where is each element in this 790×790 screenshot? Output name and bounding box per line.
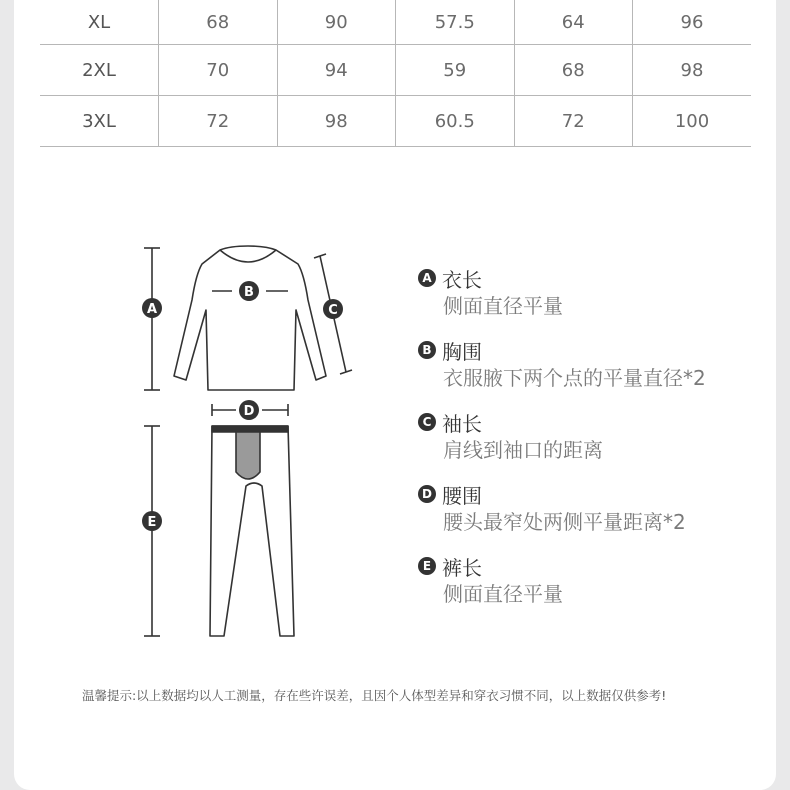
legend-item — [418, 552, 758, 608]
legend-badge: B — [418, 341, 436, 359]
legend-title: 腰围 — [442, 483, 482, 508]
size-cell: 2XL — [40, 45, 159, 96]
legend-desc: 肩线到袖口的距离 — [443, 438, 603, 462]
table-cell: 72 — [159, 96, 278, 147]
marker-c-label: C — [328, 303, 338, 318]
marker-a-label: A — [146, 302, 158, 317]
table-cell: 98 — [277, 96, 396, 147]
table-cell: 57.5 — [396, 0, 515, 45]
marker-c — [323, 299, 343, 319]
table-cell: 68 — [514, 45, 633, 96]
legend-desc: 衣服腋下两个点的平量直径*2 — [443, 366, 706, 390]
legend-title: 衣长 — [442, 267, 482, 292]
table-cell: 90 — [277, 0, 396, 45]
table-cell: 70 — [159, 45, 278, 96]
table-cell: 98 — [633, 45, 752, 96]
table-cell: 60.5 — [396, 96, 515, 147]
legend-item — [418, 336, 758, 392]
legend-badge: C — [418, 413, 436, 431]
marker-b-label: B — [244, 285, 254, 300]
table-cell: 96 — [633, 0, 752, 45]
marker-a — [142, 298, 162, 318]
table-cell: 59 — [396, 45, 515, 96]
size-cell: XL — [40, 0, 159, 45]
marker-d — [239, 400, 259, 420]
legend-badge: E — [418, 557, 436, 575]
table-cell: 94 — [277, 45, 396, 96]
measurement-legend — [418, 264, 758, 624]
table-cell: 68 — [159, 0, 278, 45]
legend-desc: 侧面直径平量 — [443, 294, 563, 318]
legend-desc: 侧面直径平量 — [443, 582, 563, 606]
marker-e — [142, 511, 162, 531]
legend-badge: A — [418, 269, 436, 287]
legend-item — [418, 264, 758, 320]
measurement-notice: 温馨提示:以上数据均以人工测量，存在些许误差，且因个人体型差异和穿衣习惯不同，以上数据仅供参考! — [82, 688, 667, 703]
size-cell: 3XL — [40, 96, 159, 147]
legend-item — [418, 480, 758, 536]
table-row — [40, 0, 751, 45]
measure-a-line — [144, 248, 160, 390]
legend-desc: 腰头最窄处两侧平量距离*2 — [443, 510, 686, 534]
marker-b — [239, 281, 259, 301]
garment-diagram — [138, 240, 358, 650]
legend-title: 裤长 — [442, 555, 482, 580]
legend-item — [418, 408, 758, 464]
table-row — [40, 45, 751, 96]
table-cell: 64 — [514, 0, 633, 45]
pants-garment-icon — [210, 426, 294, 636]
table-cell: 100 — [633, 96, 752, 147]
legend-title: 袖长 — [442, 411, 482, 436]
table-cell: 72 — [514, 96, 633, 147]
top-garment-icon — [174, 246, 326, 390]
legend-title: 胸围 — [442, 339, 482, 364]
marker-e-label: E — [147, 515, 157, 530]
table-row — [40, 96, 751, 147]
size-table — [40, 0, 751, 147]
legend-badge: D — [418, 485, 436, 503]
marker-d-label: D — [243, 404, 255, 419]
